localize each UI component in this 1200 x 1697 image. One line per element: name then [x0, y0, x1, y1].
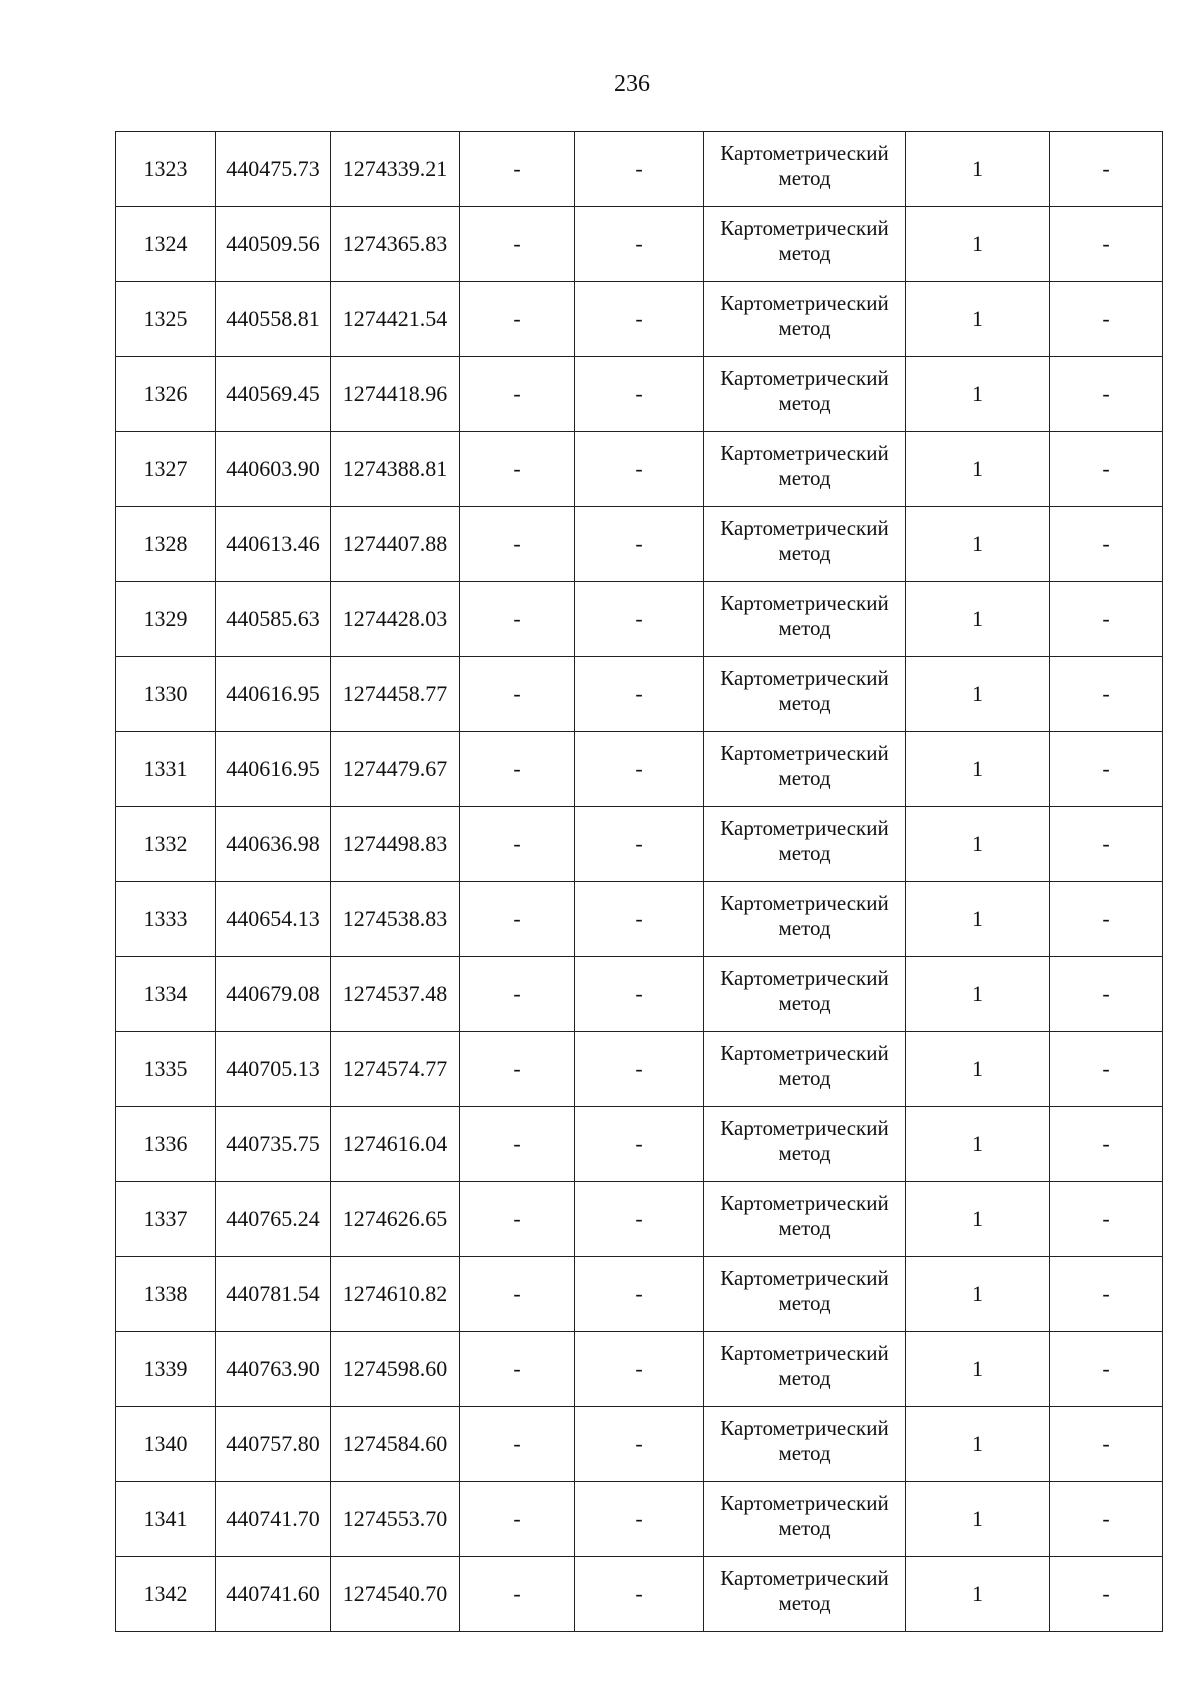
y-coordinate-cell: 1274584.60 [331, 1407, 460, 1482]
y-coordinate-cell: 1274616.04 [331, 1107, 460, 1182]
y-coordinate-cell: 1274610.82 [331, 1257, 460, 1332]
method-text-line-1: Картометрический [720, 291, 889, 315]
method-text-line-1: Картометрический [720, 216, 889, 240]
y-coordinate-cell: 1274598.60 [331, 1332, 460, 1407]
empty-value-cell: - [460, 432, 575, 507]
empty-value-cell: - [460, 1182, 575, 1257]
table-row [116, 507, 1163, 582]
y-coordinate-cell: 1274540.70 [331, 1557, 460, 1632]
accuracy-cell: 1 [906, 882, 1050, 957]
empty-value-cell: - [575, 882, 704, 957]
method-text-line-2: метод [778, 391, 831, 415]
method-text-line-2: метод [778, 1066, 831, 1090]
x-coordinate-cell: 440763.90 [216, 1332, 331, 1407]
method-text-line-1: Картометрический [720, 1491, 889, 1515]
page-number: 236 [614, 71, 650, 97]
empty-value-cell: - [1050, 432, 1163, 507]
point-number-cell: 1340 [116, 1407, 216, 1482]
empty-value-cell: - [1050, 657, 1163, 732]
empty-value-cell: - [575, 1182, 704, 1257]
table-row [116, 432, 1163, 507]
y-coordinate-cell: 1274418.96 [331, 357, 460, 432]
method-text-line-2: метод [778, 1141, 831, 1165]
method-text-line-1: Картометрический [720, 1416, 889, 1440]
method-text-line-2: метод [778, 1516, 831, 1540]
accuracy-cell: 1 [906, 282, 1050, 357]
method-text-line-2: метод [778, 991, 831, 1015]
coordinates-table [115, 131, 1163, 1632]
method-text-line-2: метод [778, 916, 831, 940]
accuracy-cell: 1 [906, 957, 1050, 1032]
method-cell [704, 1407, 906, 1482]
accuracy-cell: 1 [906, 1182, 1050, 1257]
accuracy-cell: 1 [906, 1257, 1050, 1332]
table-row [116, 732, 1163, 807]
accuracy-cell: 1 [906, 357, 1050, 432]
point-number-cell: 1335 [116, 1032, 216, 1107]
method-text-line-2: метод [778, 691, 831, 715]
empty-value-cell: - [575, 1557, 704, 1632]
empty-value-cell: - [1050, 732, 1163, 807]
method-text-line-1: Картометрический [720, 441, 889, 465]
method-cell [704, 1332, 906, 1407]
empty-value-cell: - [1050, 357, 1163, 432]
empty-value-cell: - [575, 132, 704, 207]
method-text-line-1: Картометрический [720, 891, 889, 915]
method-cell [704, 207, 906, 282]
accuracy-cell: 1 [906, 1032, 1050, 1107]
empty-value-cell: - [575, 582, 704, 657]
method-text-line-1: Картометрический [720, 666, 889, 690]
empty-value-cell: - [460, 1107, 575, 1182]
point-number-cell: 1327 [116, 432, 216, 507]
method-cell [704, 432, 906, 507]
method-cell [704, 507, 906, 582]
method-cell [704, 357, 906, 432]
x-coordinate-cell: 440613.46 [216, 507, 331, 582]
x-coordinate-cell: 440765.24 [216, 1182, 331, 1257]
x-coordinate-cell: 440616.95 [216, 732, 331, 807]
accuracy-cell: 1 [906, 507, 1050, 582]
table-row [116, 357, 1163, 432]
empty-value-cell: - [1050, 1182, 1163, 1257]
point-number-cell: 1334 [116, 957, 216, 1032]
point-number-cell: 1331 [116, 732, 216, 807]
table-row [116, 1257, 1163, 1332]
empty-value-cell: - [575, 732, 704, 807]
empty-value-cell: - [575, 1257, 704, 1332]
y-coordinate-cell: 1274458.77 [331, 657, 460, 732]
method-cell [704, 957, 906, 1032]
accuracy-cell: 1 [906, 1332, 1050, 1407]
empty-value-cell: - [1050, 957, 1163, 1032]
empty-value-cell: - [575, 1332, 704, 1407]
method-cell [704, 132, 906, 207]
method-cell [704, 1182, 906, 1257]
point-number-cell: 1324 [116, 207, 216, 282]
method-cell [704, 882, 906, 957]
table-row [116, 1407, 1163, 1482]
x-coordinate-cell: 440735.75 [216, 1107, 331, 1182]
y-coordinate-cell: 1274537.48 [331, 957, 460, 1032]
point-number-cell: 1333 [116, 882, 216, 957]
empty-value-cell: - [460, 1407, 575, 1482]
x-coordinate-cell: 440616.95 [216, 657, 331, 732]
accuracy-cell: 1 [906, 207, 1050, 282]
y-coordinate-cell: 1274626.65 [331, 1182, 460, 1257]
empty-value-cell: - [575, 957, 704, 1032]
empty-value-cell: - [1050, 132, 1163, 207]
method-text-line-1: Картометрический [720, 591, 889, 615]
empty-value-cell: - [575, 1407, 704, 1482]
empty-value-cell: - [1050, 1032, 1163, 1107]
empty-value-cell: - [1050, 1557, 1163, 1632]
table-row [116, 132, 1163, 207]
method-text-line-2: метод [778, 1366, 831, 1390]
empty-value-cell: - [460, 957, 575, 1032]
point-number-cell: 1342 [116, 1557, 216, 1632]
empty-value-cell: - [575, 1107, 704, 1182]
method-cell [704, 1482, 906, 1557]
x-coordinate-cell: 440558.81 [216, 282, 331, 357]
method-cell [704, 1257, 906, 1332]
x-coordinate-cell: 440757.80 [216, 1407, 331, 1482]
method-text-line-1: Картометрический [720, 141, 889, 165]
table-body [116, 132, 1163, 1632]
empty-value-cell: - [575, 357, 704, 432]
empty-value-cell: - [460, 132, 575, 207]
x-coordinate-cell: 440475.73 [216, 132, 331, 207]
empty-value-cell: - [1050, 1257, 1163, 1332]
method-text-line-1: Картометрический [720, 1566, 889, 1590]
method-cell [704, 582, 906, 657]
empty-value-cell: - [575, 282, 704, 357]
accuracy-cell: 1 [906, 1557, 1050, 1632]
empty-value-cell: - [460, 1257, 575, 1332]
method-text-line-1: Картометрический [720, 966, 889, 990]
empty-value-cell: - [575, 1482, 704, 1557]
point-number-cell: 1336 [116, 1107, 216, 1182]
empty-value-cell: - [1050, 1407, 1163, 1482]
method-cell [704, 1032, 906, 1107]
accuracy-cell: 1 [906, 807, 1050, 882]
empty-value-cell: - [460, 1332, 575, 1407]
method-text-line-2: метод [778, 841, 831, 865]
empty-value-cell: - [1050, 282, 1163, 357]
y-coordinate-cell: 1274421.54 [331, 282, 460, 357]
accuracy-cell: 1 [906, 582, 1050, 657]
x-coordinate-cell: 440585.63 [216, 582, 331, 657]
y-coordinate-cell: 1274574.77 [331, 1032, 460, 1107]
table-row [116, 1182, 1163, 1257]
point-number-cell: 1332 [116, 807, 216, 882]
table-row [116, 657, 1163, 732]
table-row [116, 1332, 1163, 1407]
method-cell [704, 282, 906, 357]
method-text-line-2: метод [778, 466, 831, 490]
empty-value-cell: - [1050, 882, 1163, 957]
accuracy-cell: 1 [906, 657, 1050, 732]
method-text-line-1: Картометрический [720, 1116, 889, 1140]
empty-value-cell: - [575, 1032, 704, 1107]
x-coordinate-cell: 440705.13 [216, 1032, 331, 1107]
method-text-line-2: метод [778, 616, 831, 640]
x-coordinate-cell: 440509.56 [216, 207, 331, 282]
empty-value-cell: - [575, 432, 704, 507]
point-number-cell: 1330 [116, 657, 216, 732]
table-row [116, 882, 1163, 957]
empty-value-cell: - [460, 1557, 575, 1632]
table-row [116, 1557, 1163, 1632]
method-cell [704, 732, 906, 807]
method-cell [704, 807, 906, 882]
method-text-line-2: метод [778, 541, 831, 565]
method-text-line-1: Картометрический [720, 1191, 889, 1215]
accuracy-cell: 1 [906, 432, 1050, 507]
table-row [116, 1032, 1163, 1107]
table-row [116, 1107, 1163, 1182]
y-coordinate-cell: 1274365.83 [331, 207, 460, 282]
accuracy-cell: 1 [906, 1107, 1050, 1182]
y-coordinate-cell: 1274538.83 [331, 882, 460, 957]
empty-value-cell: - [460, 732, 575, 807]
y-coordinate-cell: 1274553.70 [331, 1482, 460, 1557]
accuracy-cell: 1 [906, 132, 1050, 207]
accuracy-cell: 1 [906, 732, 1050, 807]
point-number-cell: 1341 [116, 1482, 216, 1557]
empty-value-cell: - [1050, 1107, 1163, 1182]
method-text-line-2: метод [778, 316, 831, 340]
point-number-cell: 1328 [116, 507, 216, 582]
table-row [116, 207, 1163, 282]
method-text-line-1: Картометрический [720, 1041, 889, 1065]
table-row [116, 1482, 1163, 1557]
x-coordinate-cell: 440781.54 [216, 1257, 331, 1332]
y-coordinate-cell: 1274388.81 [331, 432, 460, 507]
method-text-line-2: метод [778, 166, 831, 190]
table-row [116, 807, 1163, 882]
y-coordinate-cell: 1274407.88 [331, 507, 460, 582]
method-text-line-1: Картометрический [720, 516, 889, 540]
method-cell [704, 657, 906, 732]
method-text-line-1: Картометрический [720, 1341, 889, 1365]
method-cell [704, 1107, 906, 1182]
x-coordinate-cell: 440603.90 [216, 432, 331, 507]
x-coordinate-cell: 440741.70 [216, 1482, 331, 1557]
empty-value-cell: - [460, 1482, 575, 1557]
method-text-line-1: Картометрический [720, 1266, 889, 1290]
method-text-line-2: метод [778, 1291, 831, 1315]
accuracy-cell: 1 [906, 1407, 1050, 1482]
empty-value-cell: - [575, 507, 704, 582]
point-number-cell: 1338 [116, 1257, 216, 1332]
method-text-line-1: Картометрический [720, 366, 889, 390]
method-text-line-2: метод [778, 1441, 831, 1465]
empty-value-cell: - [460, 807, 575, 882]
x-coordinate-cell: 440679.08 [216, 957, 331, 1032]
x-coordinate-cell: 440569.45 [216, 357, 331, 432]
point-number-cell: 1337 [116, 1182, 216, 1257]
empty-value-cell: - [1050, 507, 1163, 582]
method-cell [704, 1557, 906, 1632]
table-row [116, 957, 1163, 1032]
empty-value-cell: - [460, 282, 575, 357]
empty-value-cell: - [460, 1032, 575, 1107]
empty-value-cell: - [1050, 807, 1163, 882]
method-text-line-2: метод [778, 766, 831, 790]
accuracy-cell: 1 [906, 1482, 1050, 1557]
empty-value-cell: - [460, 207, 575, 282]
empty-value-cell: - [460, 357, 575, 432]
empty-value-cell: - [460, 882, 575, 957]
method-text-line-1: Картометрический [720, 816, 889, 840]
empty-value-cell: - [460, 507, 575, 582]
x-coordinate-cell: 440741.60 [216, 1557, 331, 1632]
y-coordinate-cell: 1274479.67 [331, 732, 460, 807]
empty-value-cell: - [1050, 1482, 1163, 1557]
empty-value-cell: - [460, 582, 575, 657]
point-number-cell: 1325 [116, 282, 216, 357]
empty-value-cell: - [1050, 582, 1163, 657]
method-text-line-1: Картометрический [720, 741, 889, 765]
empty-value-cell: - [575, 807, 704, 882]
empty-value-cell: - [460, 657, 575, 732]
y-coordinate-cell: 1274498.83 [331, 807, 460, 882]
x-coordinate-cell: 440636.98 [216, 807, 331, 882]
method-text-line-2: метод [778, 241, 831, 265]
table-row [116, 582, 1163, 657]
empty-value-cell: - [1050, 207, 1163, 282]
x-coordinate-cell: 440654.13 [216, 882, 331, 957]
table-row [116, 282, 1163, 357]
point-number-cell: 1339 [116, 1332, 216, 1407]
method-text-line-2: метод [778, 1591, 831, 1615]
method-text-line-2: метод [778, 1216, 831, 1240]
empty-value-cell: - [575, 207, 704, 282]
point-number-cell: 1326 [116, 357, 216, 432]
point-number-cell: 1323 [116, 132, 216, 207]
point-number-cell: 1329 [116, 582, 216, 657]
y-coordinate-cell: 1274339.21 [331, 132, 460, 207]
empty-value-cell: - [575, 657, 704, 732]
y-coordinate-cell: 1274428.03 [331, 582, 460, 657]
empty-value-cell: - [1050, 1332, 1163, 1407]
